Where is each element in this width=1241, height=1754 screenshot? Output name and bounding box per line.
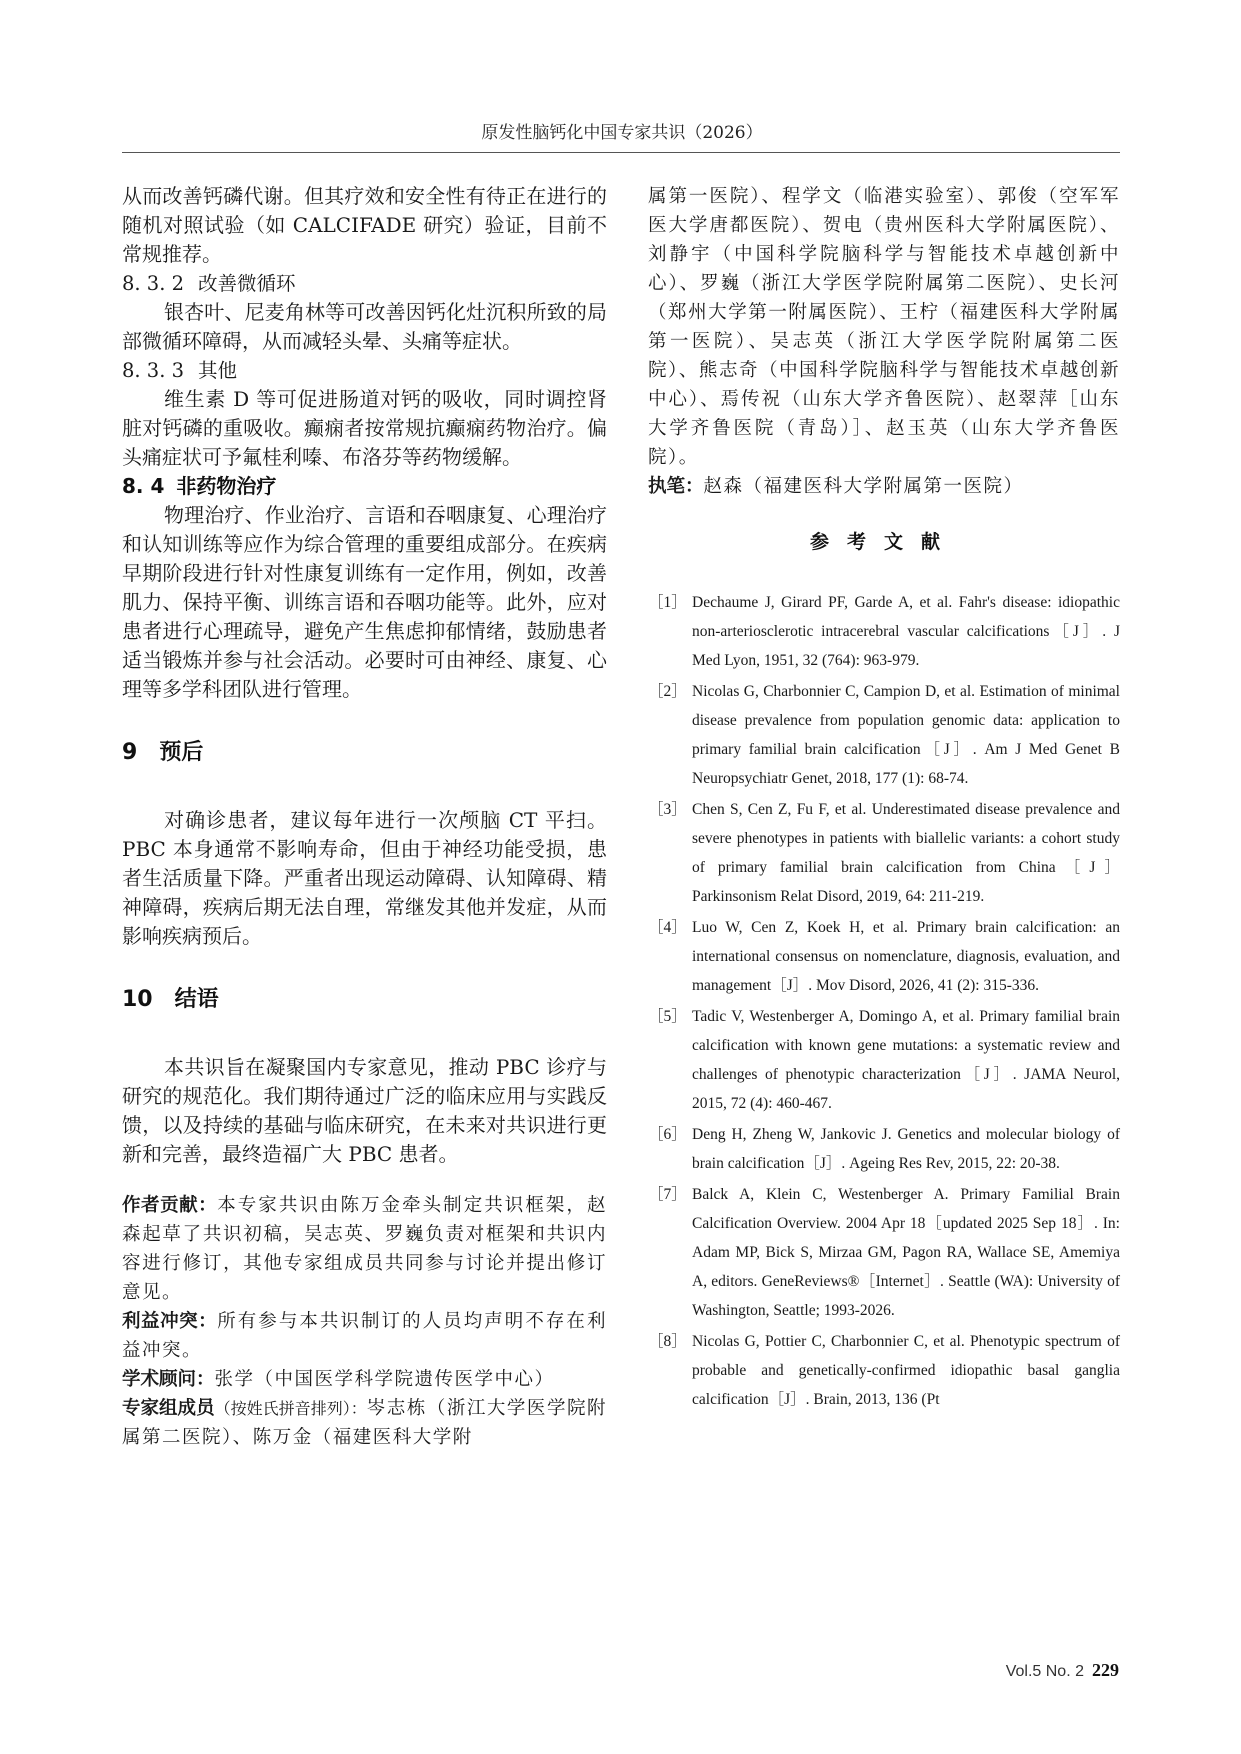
- coi-text: 所有参与本共识制订的人员均声明不存在利益冲突。: [122, 1311, 607, 1361]
- reference-number: ［5］: [648, 1008, 687, 1025]
- reference-item: [648, 913, 1120, 1000]
- heading-number: 8. 3. 3: [122, 359, 185, 382]
- running-title: 原发性脑钙化中国专家共识（2026）: [481, 123, 763, 143]
- reference-text: Chen S, Cen Z, Fu F, et al. Underestimated disease prevalence and severe phenotypes in patients with biallelic variants: a cohort study of primary familial brain calcification from China［J］Parkinsonism Relat Disord, 2019, 64: 211-219.: [692, 801, 1120, 905]
- volume-issue: Vol.5 No. 2: [1005, 1663, 1084, 1680]
- panel-text-left: 岑志栋（浙江大学医学院附属第二医院）、陈万金（福建医科大学附: [122, 1398, 607, 1448]
- page-footer: [1006, 1660, 1119, 1681]
- heading-number: 8. 4: [122, 474, 165, 498]
- reference-number: ［4］: [648, 919, 687, 936]
- heading-number: 10: [122, 987, 153, 1012]
- reference-number: ［7］: [648, 1186, 687, 1203]
- expert-panel-continued: 属第一医院）、程学文（临港实验室）、郭俊（空军军医大学唐都医院）、贺电（贵州医科大学附属医院）、刘静宇（中国科学院脑科学与智能技术卓越创新中心）、罗巍（浙江大学医学院附属第二医院）、史长河（郑州大学第一附属医院）、王柠（福建医科大学附属第一医院）、吴志英（浙江大学医学院附属第二医院）、熊志奇（中国科学院脑科学与智能技术卓越创新中心）、焉传祝（山东大学齐鲁医院）、赵翠萍［山东大学齐鲁医院（青岛）］、赵玉英（山东大学齐鲁医院）。: [648, 186, 1120, 468]
- contributions-label: 作者贡献：: [122, 1195, 218, 1216]
- reference-number: ［1］: [648, 594, 687, 611]
- paragraph-8-3-2: 银杏叶、尼麦角林等可改善因钙化灶沉积所致的局部微循环障碍，从而减轻头晕、头痛等症状。: [122, 300, 607, 353]
- conflict-of-interest: [122, 1307, 607, 1365]
- panel-label: 专家组成员: [122, 1398, 215, 1419]
- contributions-text: 本专家共识由陈万金牵头制定共识框架，赵森起草了共识初稿，吴志英、罗巍负责对框架和共识内容进行修订，其他专家组成员共同参与讨论并提出修订意见。: [122, 1195, 607, 1303]
- right-column: [648, 182, 1120, 1414]
- paragraph-continued: 从而改善钙磷代谢。但其疗效和安全性有待正在进行的随机对照试验（如 CALCIFADE 研究）验证，目前不常规推荐。: [122, 184, 607, 266]
- heading-number: 8. 3. 2: [122, 272, 185, 295]
- panel-note: （按姓氏拼音排列）：: [214, 1399, 367, 1418]
- left-column: [122, 182, 607, 1452]
- reference-text: Luo W, Cen Z, Koek H, et al. Primary brain calcification: an international consensus on nomenclature, diagnosis, evaluation, and management［J］. Mov Disord, 2026, 41 (2): 315-336.: [692, 919, 1120, 994]
- heading-number: 9: [122, 740, 138, 765]
- heading-8-3-2: [122, 269, 607, 298]
- reference-text: Balck A, Klein C, Westenberger A. Primary Familial Brain Calcification Overview. 2004 Apr 18［updated 2025 Sep 18］. In: Adam MP, Bick S, Mirzaa GM, Pagon RA, Wallace SE, Amemiya A, editors. GeneReviews®［Internet］. Seattle (WA): University of Washington, Seattle; 1993-2026.: [692, 1186, 1120, 1319]
- writer-label: 执笔：: [648, 476, 704, 497]
- reference-text: Nicolas G, Pottier C, Charbonnier C, et al. Phenotypic spectrum of probable and genetically-confirmed idiopathic basal ganglia calcification［J］. Brain, 2013, 136 (Pt: [692, 1333, 1120, 1408]
- reference-text: Tadic V, Westenberger A, Domingo A, et al. Primary familial brain calcification with known gene mutations: a systematic review and challenges of phenotypic characterization［J］. JAMA Neurol, 2015, 72 (4): 460-467.: [692, 1008, 1120, 1112]
- heading-title: 预后: [159, 740, 204, 765]
- reference-item: [648, 1002, 1120, 1118]
- reference-text: Dechaume J, Girard PF, Garde A, et al. Fahr's disease: idiopathic non-arteriosclerotic intracerebral vascular calcifications［J］. J Med Lyon, 1951, 32 (764): 963-979.: [692, 594, 1120, 669]
- reference-item: [648, 1180, 1120, 1325]
- heading-title: 结语: [174, 987, 219, 1012]
- heading-10: [122, 985, 607, 1015]
- author-contributions: [122, 1191, 607, 1307]
- reference-number: ［6］: [648, 1126, 687, 1143]
- academic-advisor: [122, 1365, 607, 1394]
- reference-item: [648, 1327, 1120, 1414]
- writer-text: 赵森（福建医科大学附属第一医院）: [703, 476, 1024, 497]
- reference-number: ［8］: [648, 1333, 687, 1350]
- reference-item: [648, 795, 1120, 911]
- expert-panel: [122, 1394, 607, 1452]
- heading-title: 非药物治疗: [176, 474, 277, 498]
- heading-8-4: [122, 472, 607, 501]
- heading-title: 其他: [198, 359, 238, 382]
- paragraph-8-4: 物理治疗、作业治疗、言语和吞咽康复、心理治疗和认知训练等应作为综合管理的重要组成部分。在疾病早期阶段进行针对性康复训练有一定作用，例如，改善肌力、保持平衡、训练言语和吞咽功能等。此外，应对患者进行心理疏导，避免产生焦虑抑郁情绪，鼓励患者适当锻炼并参与社会活动。必要时可由神经、康复、心理等多学科团队进行管理。: [122, 503, 607, 701]
- references-title: 参考文献: [809, 531, 958, 553]
- page-number: 229: [1092, 1660, 1119, 1680]
- paragraph-8-3-3: 维生素 D 等可促进肠道对钙的吸收，同时调控肾脏对钙磷的重吸收。癫痫者按常规抗癫痫药物治疗。偏头痛症状可予氟桂利嗪、布洛芬等药物缓解。: [122, 387, 607, 469]
- reference-item: [648, 1120, 1120, 1178]
- reference-number: ［2］: [648, 683, 687, 700]
- paragraph-10: 本共识旨在凝聚国内专家意见，推动 PBC 诊疗与研究的规范化。我们期待通过广泛的临床应用与实践反馈，以及持续的基础与临床研究，在未来对共识进行更新和完善，最终造福广大 PBC 患者。: [122, 1055, 607, 1166]
- writer: [648, 472, 1120, 501]
- reference-number: ［3］: [648, 801, 687, 818]
- reference-item: [648, 588, 1120, 675]
- reference-item: [648, 677, 1120, 793]
- advisor-label: 学术顾问：: [122, 1369, 215, 1390]
- reference-text: Deng H, Zheng W, Jankovic J. Genetics and molecular biology of brain calcification［J］. Ageing Res Rev, 2015, 22: 20-38.: [692, 1126, 1120, 1172]
- heading-title: 改善微循环: [198, 272, 296, 295]
- reference-list: [648, 588, 1120, 1414]
- heading-8-3-3: [122, 356, 607, 385]
- header-rule: [122, 152, 1120, 153]
- paragraph-9: 对确诊患者，建议每年进行一次颅脑 CT 平扫。PBC 本身通常不影响寿命，但由于神经功能受损，患者生活质量下降。严重者出现运动障碍、认知障碍、精神障碍，疾病后期无法自理，常继发其他并发症，从而影响疾病预后。: [122, 808, 607, 948]
- advisor-text: 张学（中国医学科学院遗传医学中心）: [214, 1369, 555, 1390]
- coi-label: 利益冲突：: [122, 1311, 218, 1332]
- reference-text: Nicolas G, Charbonnier C, Campion D, et al. Estimation of minimal disease prevalence from population genomic data: application to primary familial brain calcification［J］. Am J Med Genet B Neuropsychiatr Genet, 2018, 177 (1): 68-74.: [692, 683, 1120, 787]
- heading-9: [122, 738, 607, 768]
